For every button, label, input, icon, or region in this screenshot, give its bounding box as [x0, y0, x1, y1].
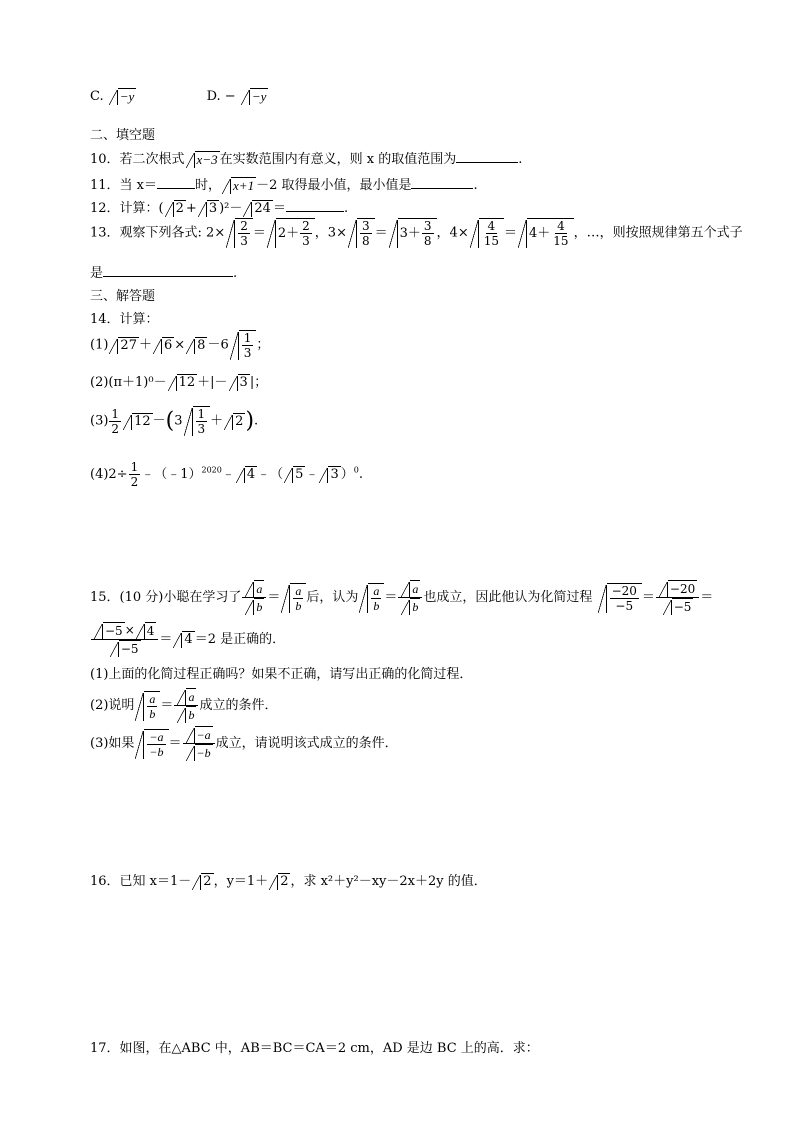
q14-p1-sqrt-4: $\frac{1}{3}$: [230, 330, 257, 360]
q13-text: 13．观察下列各式: 2×: [90, 225, 226, 241]
q14-p3-end: .: [254, 413, 259, 429]
question-14-part-2: [90, 371, 267, 391]
q13-sqrt-5: $\frac{4}{15}$: [470, 218, 504, 248]
q15-text-4: ＝2 是正确的．: [194, 632, 286, 647]
q12-end: .: [343, 201, 349, 216]
q12-sqrt-3: 24: [243, 200, 273, 217]
q11-blank-1: [157, 188, 195, 189]
q15-frac-3: $\frac{-20}{-5}$: [656, 580, 699, 615]
q14-p2-sqrt-1: 12: [168, 374, 198, 391]
question-14-part-4: [90, 460, 363, 489]
q13-sqrt-2: 2＋ $\frac{2}{3}$: [267, 218, 315, 248]
question-16: [90, 870, 487, 890]
q12-sqrt-2: 3: [198, 200, 219, 217]
question-13-line-2: [90, 262, 237, 281]
question-10: [90, 148, 522, 168]
question-14-part-1: [90, 330, 269, 360]
question-12: [90, 197, 348, 217]
q15-s3-frac: $\frac{-a}{-b}$: [183, 726, 215, 761]
question-15: 15．(10 分)小聪在学习了 $\frac{a}{b}$ ＝ $\frac{a}{b}$ 后，认为 $\frac{a}{b}$ ＝ $\frac{a}{b}$ 也成立，因此他认为化简过程 $\frac{-20}{-5}$ ＝ $\frac{-20}{-5}$ ＝: [90, 582, 714, 614]
q12-sqrt-1: 2: [165, 200, 186, 217]
q15-s2-label: (2)说明: [90, 698, 135, 713]
q14-p2-abs: ＋|－: [197, 375, 228, 390]
q15-frac-2: $\frac{a}{b}$: [398, 580, 422, 615]
q13-sqrt-3: $\frac{3}{8}$: [348, 218, 375, 248]
question-17: 17．如图，在△ABC 中，AB＝BC＝CA＝2 cm，AD 是边 BC 上的高．求：: [90, 1041, 539, 1056]
q14-p3-minus: －: [152, 413, 166, 429]
q15-frac-1: $\frac{a}{b}$: [242, 580, 266, 615]
q16-text: 16．已知 x＝1－: [90, 874, 192, 889]
q10-sqrt: x−3: [186, 151, 220, 168]
question-14-part-3: (3) $\frac{1}{2}$ 12 －(3 $\frac{1}{3}$ ＋ 2).: [90, 406, 259, 436]
q15-s3-sqrt: $\frac{-a}{-b}$: [135, 729, 168, 759]
question-11: [90, 174, 478, 194]
question-15-sub-3: (3)如果 $\frac{-a}{-b}$ ＝ $\frac{-a}{-b}$ 成立，请说明该式成立的条件．: [90, 728, 398, 760]
q14-p1-sqrt-1: 27: [109, 337, 139, 354]
q11-text-3: －2 取得最小值，最小值是: [256, 178, 412, 193]
q14-p4-minus: ﹣: [221, 467, 235, 482]
q13-eq-2: ＝: [374, 225, 388, 241]
q14-p2-label: (2)(π＋1)⁰－: [90, 375, 167, 390]
q13-text-2: ，…，则按照规律第五个式子: [573, 225, 743, 241]
q14-p4-frac: $\frac{1}{2}$: [130, 460, 139, 489]
q15-s3-text: 成立，请说明该式成立的条件．: [215, 736, 398, 751]
q15-text: 15．(10 分)小聪在学习了: [90, 590, 242, 605]
q15-s2-text: 成立的条件．: [199, 698, 278, 713]
q13-sqrt-4: 3＋ $\frac{3}{8}$: [389, 218, 437, 248]
q14-p1-label: (1): [90, 337, 109, 353]
option-c-label: C.: [90, 89, 108, 104]
q14-p3-sqrt-2: $\frac{1}{3}$: [184, 406, 211, 436]
q13-three-times: ，3×: [314, 225, 347, 241]
q13-text-3: 是: [90, 266, 104, 281]
q12-blank: [286, 211, 344, 212]
q14-p1-minus: －6: [207, 337, 229, 353]
q14-p3-plus: ＋: [210, 413, 224, 429]
q13-sqrt-6: 4＋ $\frac{4}{15}$: [518, 218, 574, 248]
q14-p4-label: (4)2÷: [90, 467, 128, 482]
q16-sqrt-1: 2: [192, 873, 213, 890]
q9-options: [90, 88, 268, 105]
q14-p4-exp: 2020: [201, 465, 222, 475]
q14-p1-end: ；: [256, 337, 270, 353]
q15-text-2: 后，认为: [306, 590, 359, 605]
q14-p2-end: |；: [249, 375, 268, 390]
q13-end: .: [233, 266, 238, 281]
question-15-sub-1: (1)上面的化简过程正确吗？如果不正确，请写出正确的化简过程．: [90, 667, 473, 682]
q14-p4-sqrt-1: 4: [236, 466, 257, 483]
q14-p3-label: (3): [90, 413, 109, 429]
q14-p3-coef: 3: [174, 413, 183, 429]
q12-text-2: )²－: [219, 201, 243, 216]
q10-blank: [456, 162, 518, 163]
q14-p4-text: ﹣（﹣1）: [141, 467, 202, 482]
q13-blank: [103, 276, 233, 277]
section-fill-blank-title: 二、填空题: [90, 128, 156, 143]
q15-s2-sqrt: $\frac{a}{b}$: [135, 691, 160, 721]
q14-p4-end: .: [358, 467, 363, 482]
question-15-sub-2: (2)说明 $\frac{a}{b}$ ＝ $\frac{a}{b}$ 成立的条件．: [90, 690, 278, 722]
q14-p3-sqrt-1: 12: [123, 413, 153, 430]
question-13: [90, 218, 743, 248]
q14-p4-minus-3: ﹣: [305, 467, 319, 482]
q11-end: .: [473, 178, 478, 193]
q16-sqrt-2: 2: [269, 873, 290, 890]
section-solve-title: 三、解答题: [90, 289, 156, 304]
q13-eq-1: ＝: [252, 225, 266, 241]
q14-p4-sqrt-3: 3: [319, 466, 340, 483]
q12-text-3: ＝: [272, 201, 286, 216]
option-d-label: D. −: [206, 89, 240, 104]
q13-sqrt-1: $\frac{2}{3}$: [226, 218, 253, 248]
q11-text: 11．当 x＝: [90, 178, 158, 193]
q15-sqrt-4: 4: [173, 631, 194, 648]
q14-p1-sqrt-3: 8: [186, 337, 207, 354]
question-15-line-2: $\frac{-5 \times 4}{-5}$ ＝ 4 ＝2 是正确的．: [90, 622, 285, 657]
q14-p4-minus-2: ﹣（: [257, 467, 284, 482]
option-d-sqrt: −y: [241, 88, 269, 105]
q14-p1-plus: ＋: [138, 337, 152, 353]
q15-sqrt-frac-1: $\frac{a}{b}$: [281, 583, 306, 613]
q15-sqrt-frac-3: $\frac{-20}{-5}$: [598, 583, 642, 613]
q11-text-2: 时，: [195, 178, 222, 193]
q10-end: .: [518, 152, 523, 167]
q14-p4-close: ）: [340, 467, 354, 482]
q14-p3-sqrt-3: 2: [224, 413, 245, 430]
q15-text-3: 也成立，因此他认为化简过程: [423, 590, 593, 605]
q13-four-times: ，4×: [436, 225, 469, 241]
q15-frac-4: $\frac{-5 \times 4}{-5}$: [91, 622, 158, 657]
q15-sqrt-frac-2: $\frac{a}{b}$: [359, 583, 384, 613]
q10-text-2: 在实数范围内有意义，则 x 的取值范围为: [219, 152, 457, 167]
q12-plus: +: [185, 201, 197, 216]
q14-p1-sqrt-2: 6: [153, 337, 174, 354]
q11-blank-2: [411, 188, 473, 189]
question-14-title: 14．计算：: [90, 312, 159, 327]
q10-text: 10．若二次根式: [90, 152, 185, 167]
q14-p4-sqrt-2: 5: [284, 466, 305, 483]
q16-text-3: ，求 x²＋y²－xy－2x＋2y 的值．: [290, 874, 487, 889]
q11-sqrt: x+1: [222, 177, 256, 194]
q15-s3-label: (3)如果: [90, 736, 135, 751]
q16-text-2: ，y＝1＋: [213, 874, 269, 889]
q13-eq-3: ＝: [504, 225, 518, 241]
option-c-sqrt: −y: [109, 88, 137, 105]
q14-p2-sqrt-2: 3: [229, 374, 250, 391]
q14-p4-exp-2: 0: [353, 465, 359, 475]
q14-p1-times: ×: [174, 337, 186, 353]
q12-text: 12．计算：(: [90, 201, 164, 216]
q15-s2-frac: $\frac{a}{b}$: [174, 688, 198, 723]
q14-p3-frac: $\frac{1}{2}$: [111, 406, 120, 436]
